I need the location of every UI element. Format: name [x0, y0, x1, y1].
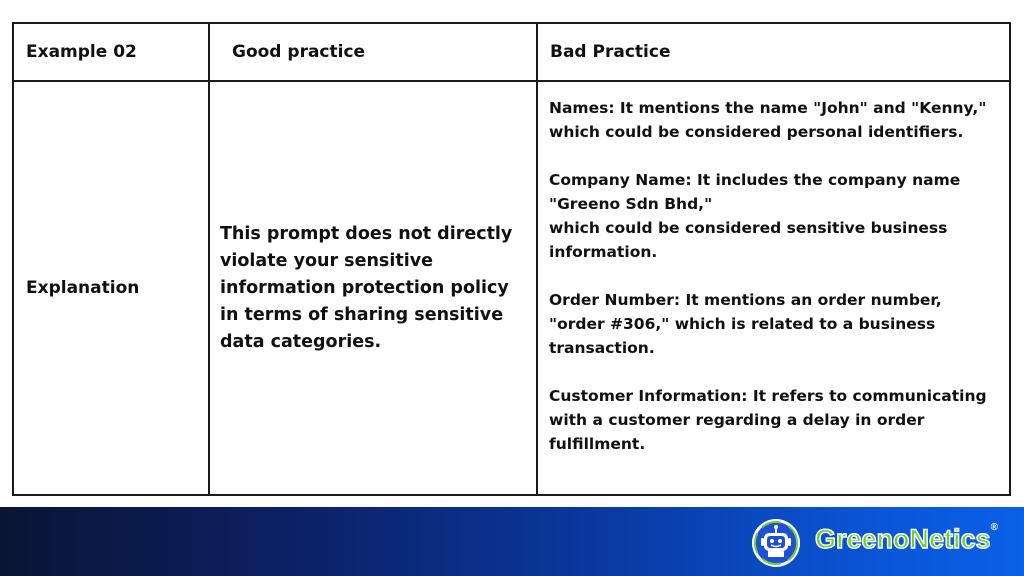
good-line: information protection policy: [220, 277, 509, 298]
bad-line: which could be considered sensitive business: [549, 219, 948, 237]
good-line: This prompt does not directly: [220, 223, 513, 244]
brand-logo-text: [815, 524, 998, 555]
good-practice-text: [220, 221, 524, 356]
bad-para-customer: [549, 384, 999, 456]
explanation-row: [13, 81, 1010, 495]
bad-para-company: [549, 168, 999, 264]
good-line: violate your sensitive: [220, 250, 433, 271]
bad-line: Names: It mentions the name "John" and "Kenny,": [549, 99, 987, 117]
bad-line: "order #306," which is related to a business: [549, 315, 936, 333]
bad-line: with a customer regarding a delay in order: [549, 411, 925, 429]
brand-greeno: Greeno: [815, 524, 910, 554]
bad-line: information.: [549, 243, 658, 261]
bad-para-names: [549, 96, 999, 144]
comparison-table: [12, 22, 1011, 496]
header-good-practice: Good practice: [209, 23, 537, 81]
good-practice-cell: [209, 81, 537, 495]
registered-mark: ®: [990, 522, 998, 533]
row-label-explanation: Explanation: [13, 81, 209, 495]
header-bad-practice: Bad Practice: [537, 23, 1010, 81]
bad-practice-cell: [537, 81, 1010, 495]
bad-line: transaction.: [549, 339, 655, 357]
bad-line: Order Number: It mentions an order number,: [549, 291, 942, 309]
bad-para-order: [549, 288, 999, 360]
bad-line: Company Name: It includes the company name: [549, 171, 961, 189]
bad-line: fulfillment.: [549, 435, 646, 453]
brand-netics: Netics: [909, 524, 991, 554]
bad-line: Customer Information: It refers to communicating: [549, 387, 987, 405]
footer-bar: [0, 507, 1024, 576]
header-example: Example 02: [13, 23, 209, 81]
good-line: in terms of sharing sensitive: [220, 304, 504, 325]
bad-line: "Greeno Sdn Bhd,": [549, 195, 713, 213]
header-row: [13, 23, 1010, 81]
robot-icon: [750, 517, 802, 569]
bad-line: which could be considered personal identifiers.: [549, 123, 964, 141]
good-line: data categories.: [220, 331, 382, 352]
